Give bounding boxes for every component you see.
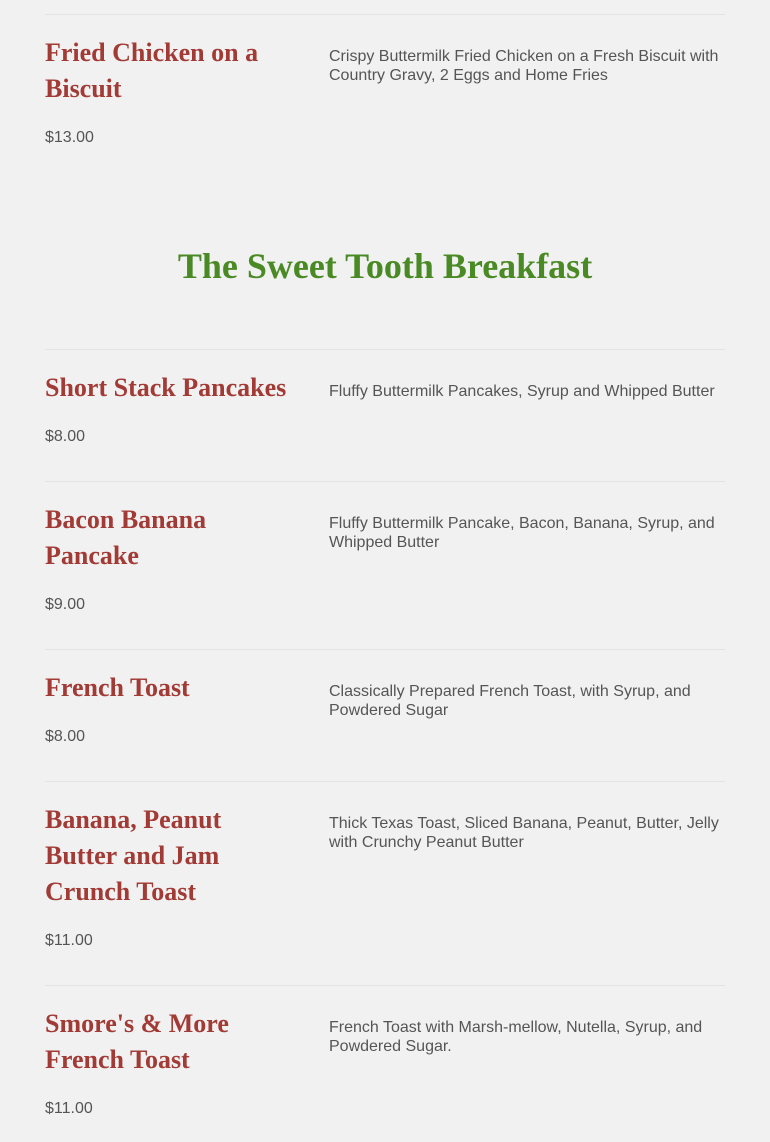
menu-item-price: $13.00 bbox=[45, 129, 94, 146]
menu-item-name: Banana, Peanut Butter and Jam Crunch Toast bbox=[45, 805, 222, 906]
menu-item-name: French Toast bbox=[45, 673, 190, 702]
menu-item-price: $11.00 bbox=[45, 1100, 93, 1117]
menu-item bbox=[45, 649, 725, 745]
menu-item-name: Bacon Banana Pancake bbox=[45, 505, 207, 570]
menu-item-description: Fluffy Buttermilk Pancake, Bacon, Banana, Syrup, and Whipped Butter bbox=[329, 515, 715, 551]
menu-item-name: Smore's & More French Toast bbox=[45, 1009, 229, 1074]
menu-item-price: $8.00 bbox=[45, 428, 86, 445]
menu-item-price: $9.00 bbox=[45, 596, 86, 613]
menu-item-name: Fried Chicken on a Biscuit bbox=[45, 38, 259, 103]
menu-item bbox=[45, 481, 725, 613]
menu-item bbox=[45, 14, 725, 146]
menu-item bbox=[45, 349, 725, 445]
menu-item-description: Crispy Buttermilk Fried Chicken on a Fresh Biscuit with Country Gravy, 2 Eggs and Home Fries bbox=[329, 48, 719, 84]
menu-item-name: Short Stack Pancakes bbox=[45, 373, 287, 402]
section-title: The Sweet Tooth Breakfast bbox=[177, 246, 593, 286]
menu-item bbox=[45, 781, 725, 949]
menu-item-price: $11.00 bbox=[45, 932, 93, 949]
menu-item-description: Fluffy Buttermilk Pancakes, Syrup and Whipped Butter bbox=[329, 383, 715, 400]
menu-item-description: Thick Texas Toast, Sliced Banana, Peanut, Butter, Jelly with Crunchy Peanut Butter bbox=[329, 815, 719, 851]
menu-item-description: Classically Prepared French Toast, with Syrup, and Powdered Sugar bbox=[329, 683, 691, 719]
menu-item-description: French Toast with Marsh-mellow, Nutella, Syrup, and Powdered Sugar. bbox=[329, 1019, 703, 1055]
menu-item bbox=[45, 985, 725, 1117]
menu-item-price: $8.00 bbox=[45, 728, 86, 745]
